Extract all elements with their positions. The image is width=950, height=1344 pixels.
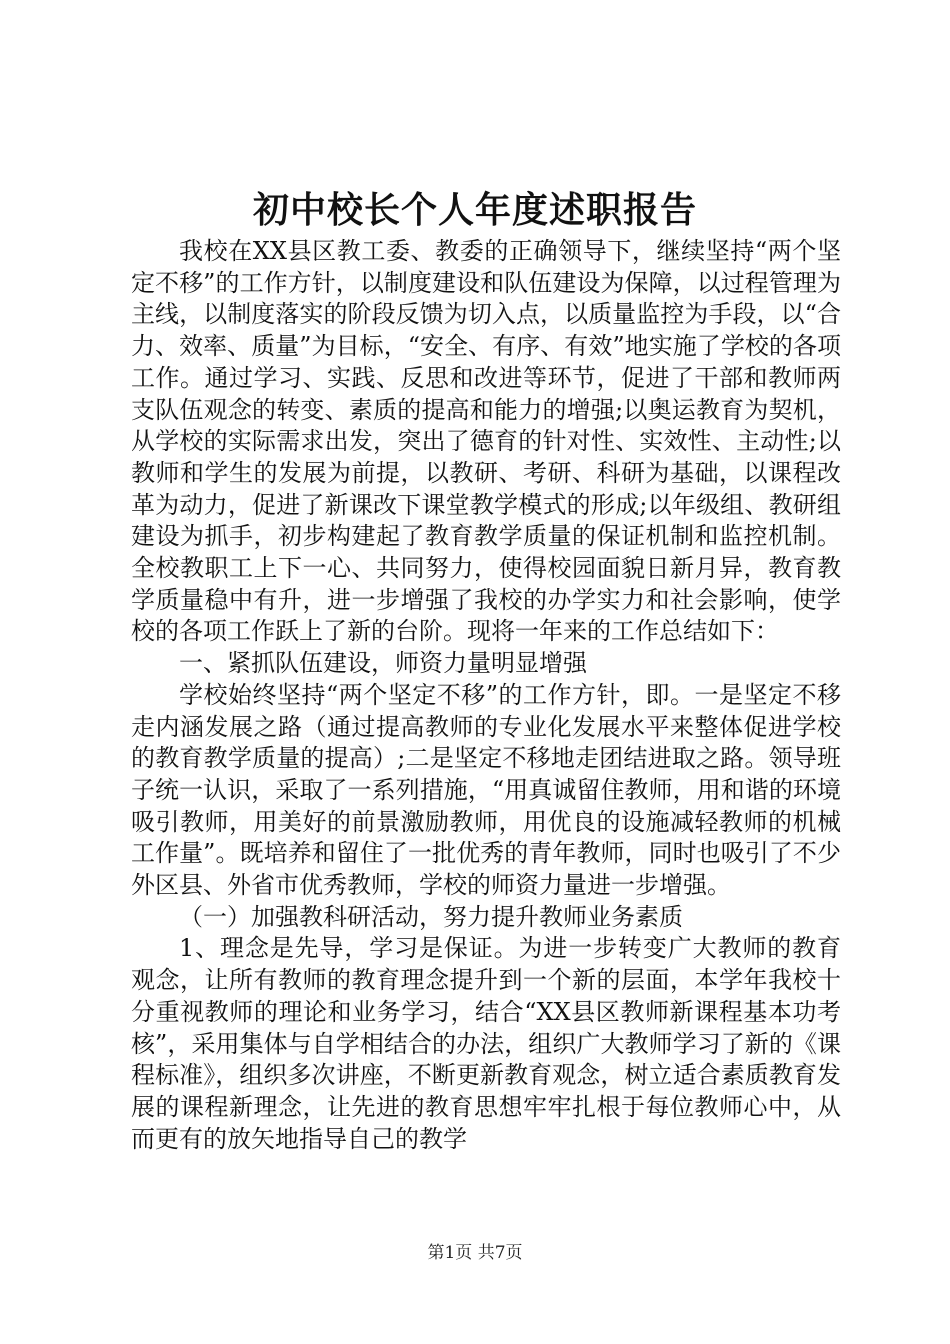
paragraph-intro: 我校在XX县区教工委、教委的正确领导下，继续坚持“两个坚定不移”的工作方针，以制度建设和队伍建设为保障，以过程管理为主线，以制度落实的阶段反馈为切入点，以质量监控为手段，以“合力、效率、质量”为目标，“安全、有序、有效”地实施了学校的各项工作。通过学习、实践、反思和改进等环节，促进了干部和教师两支队伍观念的转变、素质的提高和能力的增强;以奥运教育为契机，从学校的实际需求出发，突出了德育的针对性、实效性、主动性;以教师和学生的发展为前提，以教研、考研、科研为基础，以课程改革为动力，促进了新课改下课堂教学模式的形成;以年级组、教研组建设为抓手，初步构建起了教育教学质量的保证机制和监控机制。全校教职工上下一心、共同努力，使得校园面貌日新月异，教育教学质量稳中有升，进一步增强了我校的办学实力和社会影响，使学校的各项工作跃上了新的台阶。现将一年来的工作总结如下： [131, 237, 841, 646]
subsection-heading-1: （一）加强教科研活动，努力提升教师业务素质 [179, 902, 683, 931]
page-number-footer: 第1页 共7页 [427, 1243, 523, 1263]
document-title: 初中校长个人年度述职报告 [252, 189, 697, 231]
section-heading-1: 一、紧抓队伍建设，师资力量明显增强 [179, 649, 587, 678]
paragraph-subsection-1: 1、理念是先导，学习是保证。为进一步转变广大教师的教育观念，让所有教师的教育理念提升到一个新的层面，本学年我校十分重视教师的理论和业务学习，结合“XX县区教师新课程基本功考核”，采用集体与自学相结合的办法，组织广大教师学习了新的《课程标准》，组织多次讲座，不断更新教育观念，树立适合素质教育发展的课程新理念，让先进的教育思想牢牢扎根于每位教师心中，从而更有的放矢地指导自己的教学 [131, 934, 841, 1153]
document-body [131, 236, 841, 1155]
paragraph-section-1: 学校始终坚持“两个坚定不移”的工作方针，即。一是坚定不移走内涵发展之路（通过提高教师的专业化发展水平来整体促进学校的教育教学质量的提高）;二是坚定不移地走团结进取之路。领导班子统一认识，采取了一系列措施，“用真诚留住教师，用和谐的环境吸引教师，用美好的前景激励教师，用优良的设施减轻教师的机械工作量”。既培养和留住了一批优秀的青年教师，同时也吸引了不少外区县、外省市优秀教师，学校的师资力量进一步增强。 [131, 680, 841, 900]
